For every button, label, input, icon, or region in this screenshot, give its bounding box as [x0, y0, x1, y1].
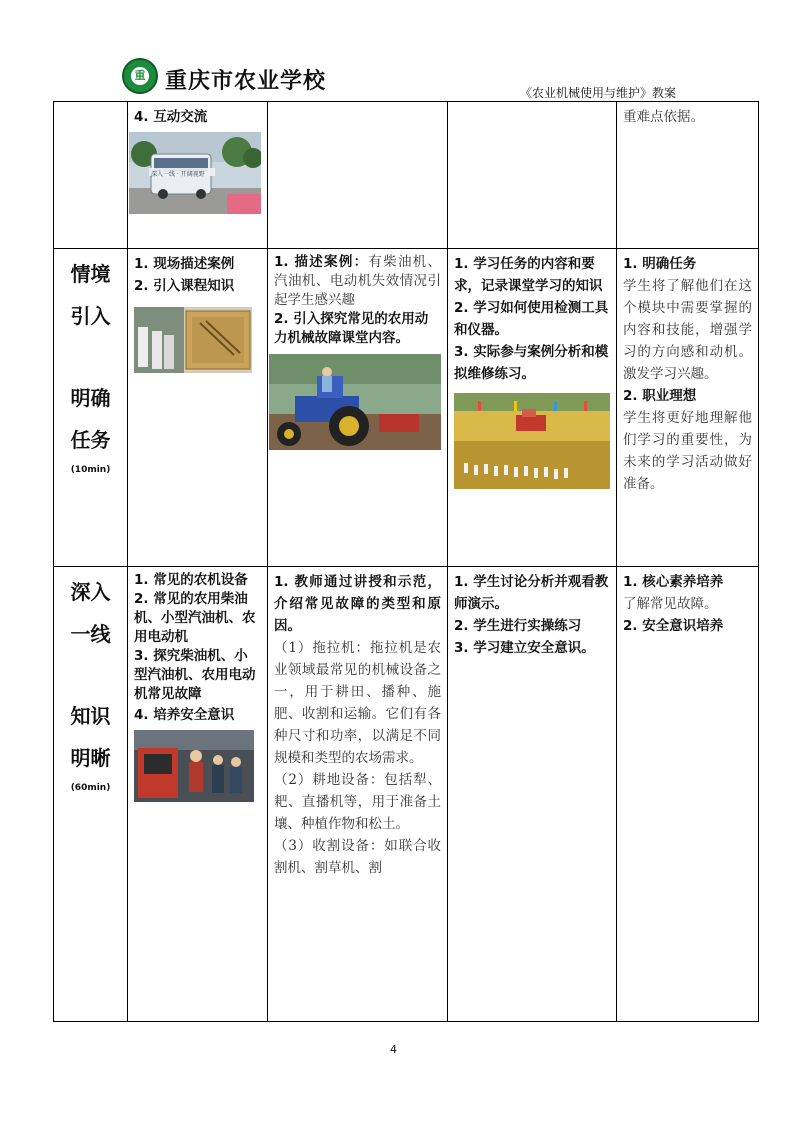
lesson-plan-table	[53, 101, 759, 1022]
activity-cell	[128, 567, 268, 1022]
student-cell	[448, 567, 617, 1022]
teacher-text: （3）收割设备：如联合收割机、割草机、割	[274, 838, 441, 876]
table-row	[54, 249, 759, 567]
school-logo	[122, 58, 158, 94]
teacher-item: 2. 引入探究常见的农用动力机械故障课堂内容。	[274, 311, 429, 346]
activity-item: 1. 现场描述案例	[134, 256, 235, 272]
activity-item: 2. 引入课程知识	[134, 278, 235, 294]
teacher-intro: 1. 教师通过讲授和示范，介绍常见故障的类型和原因。	[274, 574, 441, 634]
teacher-cell	[268, 102, 448, 249]
design-cell	[617, 102, 759, 249]
bus-photo	[129, 132, 261, 214]
school-name: 重庆市农业学校	[165, 68, 327, 94]
tractor-photo	[269, 354, 441, 450]
student-cell	[448, 249, 617, 567]
student-item: 1. 学生讨论分析并观看教师演示。	[454, 574, 609, 612]
table-row	[54, 102, 759, 249]
table-row	[54, 567, 759, 1022]
design-cell	[617, 249, 759, 567]
activity-item: 1. 常见的农机设备	[134, 572, 248, 588]
stage-label: 一线	[70, 622, 111, 646]
design-text: 学生将更好地理解他们学习的重要性，为未来的学习活动做好准备。	[623, 410, 752, 492]
logo-text: 重	[131, 67, 149, 85]
student-cell	[448, 102, 617, 249]
activity-cell	[128, 249, 268, 567]
workshop-photo	[134, 730, 254, 802]
student-item: 3. 实际参与案例分析和模拟维修练习。	[454, 344, 609, 382]
bus-banner-text: 深入一线 · 开阔视野	[151, 171, 205, 178]
teacher-cell	[268, 567, 448, 1022]
activity-item: 2. 常见的农用柴油机、小型汽油机、农用电动机	[134, 591, 256, 645]
stage-label: 明确	[70, 386, 111, 410]
stage-time: (10min)	[70, 465, 111, 475]
case-text: 有柴油机、汽油机、电动机失效情况引起学生感兴趣	[274, 254, 441, 308]
teacher-text: （1）拖拉机：拖拉机是农业领域最常见的机械设备之一，用于耕田、播种、施肥、收割和运输。它们有各种尺寸和功率，以满足不同规模和类型的农场需求。	[274, 640, 441, 766]
case-label: 1. 描述案例：	[274, 254, 369, 270]
design-text: 学生将了解他们在这个模块中需要掌握的内容和技能，增强学习的方向感和动机。激发学习兴趣。	[623, 278, 752, 382]
design-text: 重难点依据。	[623, 109, 704, 125]
design-cell	[617, 567, 759, 1022]
stage-label: 情境	[70, 262, 111, 286]
activity-item: 4. 互动交流	[134, 109, 208, 125]
stage-cell-empty	[54, 102, 128, 249]
design-heading: 2. 安全意识培养	[623, 618, 724, 634]
school-sign-photo	[134, 307, 252, 373]
page-header	[0, 0, 793, 104]
stage-time: (60min)	[70, 783, 111, 793]
stage-label: 引入	[70, 304, 111, 328]
stage-cell-knowledge	[54, 567, 128, 1022]
design-text: 了解常见故障。	[623, 596, 718, 612]
stage-label: 明晰	[70, 746, 111, 770]
stage-label: 知识	[70, 704, 111, 728]
design-heading: 1. 明确任务	[623, 256, 697, 272]
student-item: 1. 学习任务的内容和要求，记录课堂学习的知识	[454, 256, 603, 294]
stage-label: 任务	[70, 428, 111, 452]
teacher-text: （2）耕地设备：包括犁、耙、直播机等，用于准备土壤、种植作物和松土。	[274, 772, 441, 832]
student-item: 3. 学习建立安全意识。	[454, 640, 595, 656]
page-number: 4	[390, 1043, 397, 1056]
design-heading: 1. 核心素养培养	[623, 574, 724, 590]
document-title: 《农业机械使用与维护》教案	[520, 86, 677, 100]
stage-cell-intro	[54, 249, 128, 567]
stage-label: 深入	[70, 580, 111, 604]
activity-cell	[128, 102, 268, 249]
design-heading: 2. 职业理想	[623, 388, 697, 404]
activity-item: 4. 培养安全意识	[134, 707, 235, 723]
teacher-cell	[268, 249, 448, 567]
activity-item: 3. 探究柴油机、小型汽油机、农用电动机常见故障	[134, 648, 256, 702]
student-item: 2. 学习如何使用检测工具和仪器。	[454, 300, 609, 338]
student-item: 2. 学生进行实操练习	[454, 618, 582, 634]
harvest-field-photo	[454, 393, 610, 489]
